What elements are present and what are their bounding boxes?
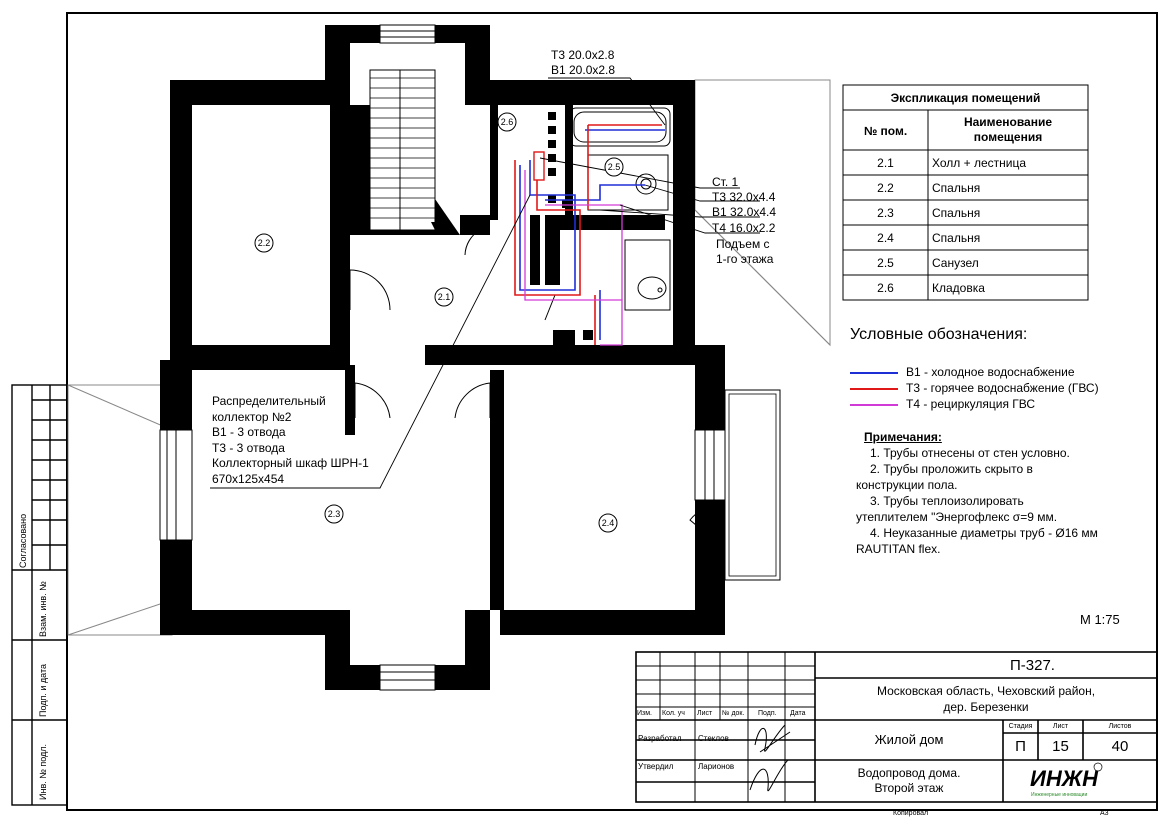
sheets-label: Листов bbox=[1108, 723, 1132, 730]
collector-line-5: Коллекторный шкаф ШРН-1 bbox=[212, 456, 369, 470]
riser-top-b1: В1 20.0х2.8 bbox=[551, 63, 616, 77]
collector-box bbox=[534, 152, 544, 180]
company-logo bbox=[1030, 763, 1102, 798]
header-col-kol: Кол. уч bbox=[662, 710, 685, 717]
format-label: А3 bbox=[1100, 810, 1109, 817]
collector-line-3: В1 - 3 отвода bbox=[212, 425, 286, 439]
sheet-value: 15 bbox=[1052, 738, 1069, 755]
header-col-izm: Изм. bbox=[637, 710, 652, 717]
balcony bbox=[725, 390, 780, 580]
sheet-label: Лист bbox=[1052, 723, 1069, 730]
project-code: П-327. bbox=[1010, 657, 1055, 674]
explication-row-num: 2.2 bbox=[877, 181, 894, 195]
collector-line-1: Распределительный bbox=[212, 394, 326, 408]
explication-title: Экспликация помещений bbox=[890, 91, 1041, 105]
approver-label: Утвердил bbox=[638, 762, 674, 771]
room-label-2-6: 2.6 bbox=[500, 117, 514, 127]
explication-row-name: Холл + лестница bbox=[932, 156, 1027, 170]
object-name: Жилой дом bbox=[874, 732, 944, 747]
explication-col-name-2: помещения bbox=[973, 130, 1043, 144]
explication-row-num: 2.5 bbox=[877, 256, 894, 270]
sheet-title-1: Водопровод дома. bbox=[857, 766, 961, 780]
collector-line-6: 670х125х454 bbox=[212, 472, 285, 486]
notes-line: RAUTITAN flex. bbox=[856, 542, 941, 556]
room-label-2-5: 2.5 bbox=[607, 162, 621, 172]
stamp-inv-orig: Инв. № подл. bbox=[38, 743, 48, 800]
legend-swatch-t3 bbox=[850, 388, 898, 390]
legend-swatch-b1 bbox=[850, 372, 898, 374]
sheet-title-2: Второй этаж bbox=[874, 781, 944, 795]
riser-st: Ст. 1 bbox=[712, 175, 739, 189]
copied-label: Копировал bbox=[893, 810, 929, 817]
room-label-2-3: 2.3 bbox=[327, 509, 341, 519]
riser-st-b1: В1 32.0х4.4 bbox=[712, 205, 777, 219]
header-col-doc: № док. bbox=[722, 710, 745, 717]
legend-item-t4: Т4 - рециркуляция ГВС bbox=[906, 397, 1036, 411]
notes-line: 3. Трубы теплоизолировать bbox=[870, 494, 1024, 508]
explication-row-name: Санузел bbox=[932, 256, 979, 270]
collector-line-2: коллектор №2 bbox=[212, 410, 292, 424]
collector-line-4: Т3 - 3 отвода bbox=[212, 441, 285, 455]
explication-col-num: № пом. bbox=[863, 124, 908, 138]
legend-item-t3: Т3 - горячее водоснабжение (ГВС) bbox=[906, 381, 1099, 395]
stamp-sign-date: Подп. и дата bbox=[38, 663, 48, 717]
explication-row-num: 2.3 bbox=[877, 206, 894, 220]
sheets-value: 40 bbox=[1111, 738, 1129, 755]
location-1: Московская область, Чеховский район, bbox=[876, 684, 1096, 698]
scale-label: М 1:75 bbox=[1080, 612, 1120, 627]
explication-row-name: Кладовка bbox=[932, 281, 985, 295]
location-2: дер. Березенки bbox=[943, 700, 1029, 714]
staircase bbox=[350, 70, 460, 235]
legend-swatch-t4 bbox=[850, 404, 898, 406]
legend-title: Условные обозначения: bbox=[850, 326, 1028, 343]
explication-row-name: Спальня bbox=[932, 181, 981, 195]
riser-st-rise-2: 1-го этажа bbox=[716, 252, 774, 266]
notes-title: Примечания: bbox=[864, 430, 942, 444]
explication-row-name: Спальня bbox=[932, 206, 981, 220]
room-label-2-1: 2.1 bbox=[437, 292, 451, 302]
header-col-sign: Подп. bbox=[758, 710, 777, 717]
logo-subtext: Инженерные инновации bbox=[1031, 792, 1088, 798]
legend-item-b1: В1 - холодное водоснабжение bbox=[906, 365, 1075, 379]
notes-line: 2. Трубы проложить скрыто в bbox=[870, 462, 1033, 476]
room-label-2-2: 2.2 bbox=[257, 238, 271, 248]
explication-col-name-1: Наименование bbox=[963, 115, 1053, 129]
stage-label: Стадия bbox=[1008, 723, 1033, 730]
riser-top-t3: Т3 20.0х2.8 bbox=[551, 48, 615, 62]
bath-fixtures bbox=[570, 108, 670, 310]
explication-row-num: 2.1 bbox=[877, 156, 894, 170]
riser-st-t3: Т3 32.0х4.4 bbox=[712, 190, 776, 204]
stamp-replace-inv: Взам. инв. № bbox=[38, 581, 48, 637]
balcony-inner bbox=[729, 394, 776, 576]
explication-row-num: 2.6 bbox=[877, 281, 894, 295]
room-label-2-4: 2.4 bbox=[601, 518, 615, 528]
notes-line: 4. Неуказанные диаметры труб - Ø16 мм bbox=[870, 526, 1098, 540]
developer-name: Стеклов bbox=[698, 734, 729, 743]
notes-line: 1. Трубы отнесены от стен условно. bbox=[870, 446, 1070, 460]
signature-approver bbox=[750, 760, 788, 791]
title-block-small-grid bbox=[636, 652, 815, 802]
header-col-date: Дата bbox=[790, 710, 806, 717]
stage-value: П bbox=[1015, 738, 1026, 755]
riser-st-rise-1: Подъем с bbox=[716, 237, 770, 251]
riser-st-t4: Т4 16.0х2.2 bbox=[712, 221, 776, 235]
explication-row-num: 2.4 bbox=[877, 231, 894, 245]
logo-text: ИНЖН bbox=[1030, 766, 1098, 791]
header-col-list: Лист bbox=[697, 710, 713, 717]
approver-name: Ларионов bbox=[698, 762, 735, 771]
stamp-agreed: Согласовано bbox=[18, 513, 28, 568]
notes-line: утеплителем "Энергофлекс σ=9 мм. bbox=[856, 510, 1058, 524]
notes-line: конструкции пола. bbox=[856, 478, 958, 492]
explication-row-name: Спальня bbox=[932, 231, 981, 245]
developer-label: Разработал bbox=[638, 734, 682, 743]
